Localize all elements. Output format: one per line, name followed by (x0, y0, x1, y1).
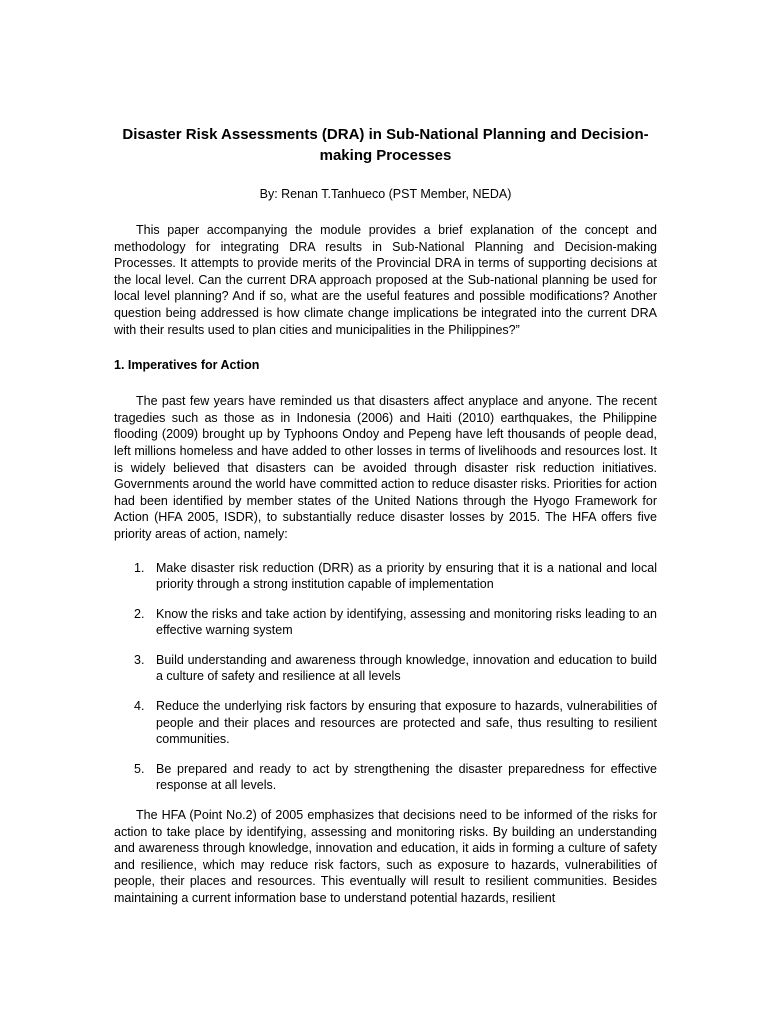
list-item (114, 698, 657, 748)
list-item (114, 560, 657, 593)
intro-paragraph: This paper accompanying the module provides a brief explanation of the concept and methodology for integrating DRA results in Sub-National Planning and Decision-making Processes. It attempts to provide merits of the Provincial DRA in terms of supporting decisions at the local level. Can the current DRA approach proposed at the Sub-national planning be used for local level planning? And if so, what are the useful features and possible modifications? Another question being addressed is how climate change implications be integrated into the current DRA with their results used to plan cities and municipalities in the Philippines?” (114, 223, 657, 337)
list-item-number: 5. (134, 761, 145, 776)
list-item-number: 3. (134, 652, 145, 667)
list-item-text: Make disaster risk reduction (DRR) as a priority by ensuring that it is a national and local priority through a strong institution capable of implementation (156, 560, 657, 592)
document-byline: By: Renan T.Tanhueco (PST Member, NEDA) (259, 187, 512, 201)
list-item-number: 2. (134, 606, 145, 621)
list-item-text: Know the risks and take action by identifying, assessing and monitoring risks leading to an effective warning system (156, 606, 657, 638)
section-heading-imperatives: 1. Imperatives for Action (114, 358, 260, 373)
list-item-text: Be prepared and ready to act by strengthening the disaster preparedness for effective response at all levels. (156, 761, 657, 793)
list-item-text: Build understanding and awareness through knowledge, innovation and education to build a culture of safety and resilience at all levels (156, 652, 657, 684)
list-item-number: 4. (134, 699, 145, 714)
closing-paragraph: The HFA (Point No.2) of 2005 emphasizes that decisions need to be informed of the risks for action to take place by identifying, assessing and monitoring risks. By building an understanding and awareness through knowledge, innovation and education, it aids in forming a culture of safety and resilience, which may reduce risk factors, such as exposure to hazards, vulnerabilities of people, their places and resources. This eventually will result to resilient communities. Besides maintaining a current information base to understand potential hazards, resilient (114, 808, 657, 905)
imperatives-paragraph: The past few years have reminded us that disasters affect anyplace and anyone. The recent tragedies such as those as in Indonesia (2006) and Haiti (2010) earthquakes, the Philippine flooding (2009) brought up by Typhoons Ondoy and Pepeng have left thousands of people dead, left millions homeless and have added to other losses in terms of livelihoods and resources lost. It is widely believed that disasters can be avoided through disaster risk reduction initiatives. Governments around the world have committed action to reduce disaster risks. Priorities for action had been identified by member states of the United Nations through the Hyogo Framework for Action (HFA 2005, ISDR), to substantially reduce disaster losses by 2015. The HFA offers five priority areas of action, namely: (114, 394, 657, 541)
list-item (114, 761, 657, 794)
list-item (114, 652, 657, 685)
list-item-number: 1. (134, 560, 145, 575)
document-page (114, 124, 657, 907)
list-item-text: Reduce the underlying risk factors by ensuring that exposure to hazards, vulnerabilities of people and their places and resources are protected and safe, thus resulting to resilient communities. (156, 699, 657, 747)
list-item (114, 606, 657, 639)
priority-list (114, 560, 657, 795)
document-title: Disaster Risk Assessments (DRA) in Sub-National Planning and Decision-making Processes (122, 126, 649, 164)
